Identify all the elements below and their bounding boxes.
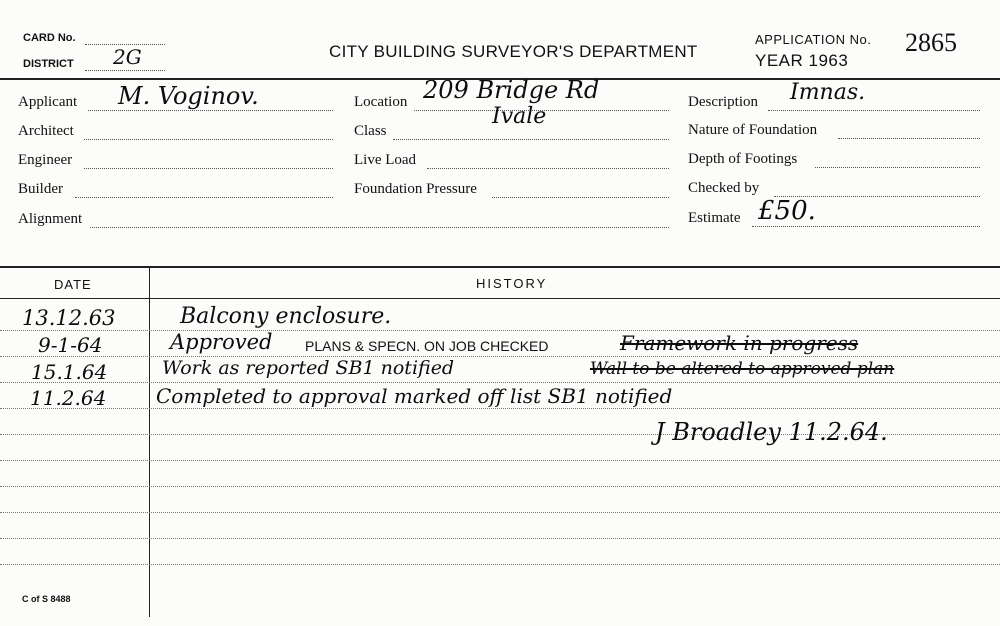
history-header-rule	[0, 298, 1000, 299]
year-label: YEAR 1963	[755, 51, 849, 70]
alignment-line	[90, 227, 669, 228]
applicant-value: M. Voginov.	[118, 82, 259, 110]
foundation-pressure-line	[492, 197, 669, 198]
estimate-line	[752, 226, 980, 227]
location-label: Location	[354, 94, 408, 110]
date-header: DATE	[54, 277, 92, 292]
history-ruled-line	[0, 356, 1000, 357]
location-value: 209 Bridge Rd	[423, 76, 600, 104]
depth-line	[815, 167, 980, 168]
description-value: Imnas.	[790, 80, 866, 105]
history-date: 11.2.64	[30, 386, 107, 410]
district-value: 2G	[113, 45, 142, 69]
application-label: APPLICATION No.	[755, 32, 872, 47]
applicant-line	[88, 110, 333, 111]
estimate-value: £50.	[758, 196, 816, 226]
history-header: HISTORY	[476, 276, 548, 291]
depth-of-footings-label: Depth of Footings	[688, 151, 798, 167]
class-line	[393, 139, 669, 140]
description-label: Description	[688, 94, 758, 110]
alignment-label: Alignment	[18, 211, 83, 227]
history-ruled-line	[0, 564, 1000, 565]
history-struck-text: Wall to be altered to approved plan	[590, 359, 895, 379]
class-label: Class	[354, 123, 387, 139]
nature-line	[838, 138, 980, 139]
builder-label: Builder	[18, 181, 63, 197]
live-load-label: Live Load	[354, 152, 417, 168]
foundation-pressure-label: Foundation Pressure	[354, 181, 477, 197]
district-label: DISTRICT	[23, 58, 74, 70]
history-ruled-line	[0, 486, 1000, 487]
history-date: 9-1-64	[38, 333, 103, 357]
district-line	[85, 70, 165, 71]
history-struck-text: Framework in progress	[620, 331, 859, 355]
history-date: 15.1.64	[31, 360, 108, 384]
builder-line	[75, 197, 333, 198]
history-stamp: PLANS & SPECN. ON JOB CHECKED	[305, 338, 549, 354]
history-entry: Balcony enclosure.	[180, 304, 392, 329]
inspector-signature: J Broadley 11.2.64.	[655, 418, 888, 446]
live-load-line	[427, 168, 669, 169]
history-date: 13.12.63	[22, 306, 116, 330]
engineer-label: Engineer	[18, 152, 73, 168]
architect-line	[84, 139, 333, 140]
history-ruled-line	[0, 512, 1000, 513]
applicant-label: Applicant	[18, 94, 78, 110]
architect-label: Architect	[18, 123, 74, 139]
card-no-label: CARD No.	[23, 32, 76, 44]
history-entry: Approved	[170, 330, 273, 354]
checked-by-label: Checked by	[688, 180, 760, 196]
application-number: 2865	[905, 28, 957, 57]
estimate-label: Estimate	[688, 210, 741, 226]
department-title: CITY BUILDING SURVEYOR'S DEPARTMENT	[329, 42, 698, 61]
description-line	[768, 110, 980, 111]
history-ruled-line	[0, 382, 1000, 383]
location-value-2: Ivale	[492, 104, 547, 129]
history-entry: Work as reported SB1 notified	[162, 357, 455, 379]
history-entry: Completed to approval marked off list SB1 notified	[156, 384, 673, 408]
history-ruled-line	[0, 460, 1000, 461]
form-code: C of S 8488	[22, 594, 71, 604]
nature-of-foundation-label: Nature of Foundation	[688, 122, 818, 138]
engineer-line	[84, 168, 333, 169]
history-ruled-line	[0, 538, 1000, 539]
history-ruled-line	[0, 408, 1000, 409]
history-top-rule	[0, 266, 1000, 268]
